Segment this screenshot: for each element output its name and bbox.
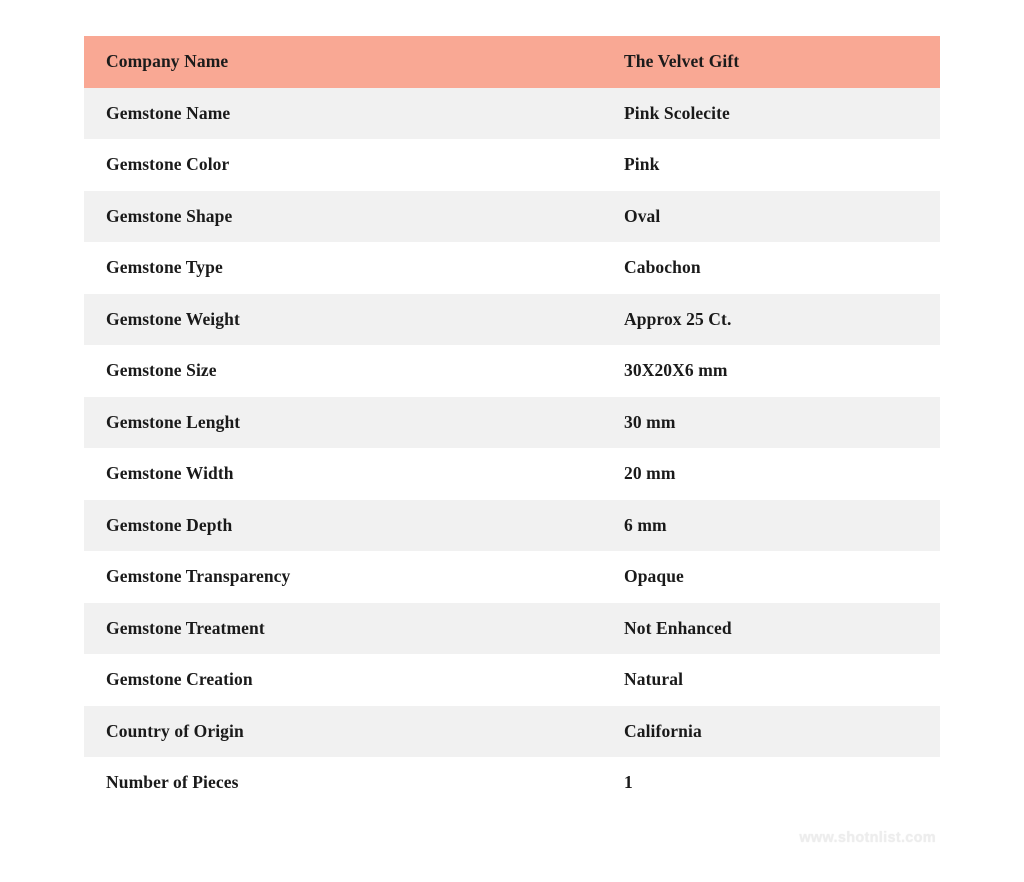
spec-label: Gemstone Type — [84, 242, 602, 294]
spec-value: Cabochon — [602, 242, 940, 294]
table-row — [84, 397, 940, 449]
spec-label: Gemstone Width — [84, 448, 602, 500]
spec-label: Gemstone Transparency — [84, 551, 602, 603]
spec-value: Not Enhanced — [602, 603, 940, 655]
spec-label: Number of Pieces — [84, 757, 602, 809]
table-row — [84, 448, 940, 500]
table-row — [84, 551, 940, 603]
watermark: www.shotnlist.com — [799, 830, 936, 846]
table-row — [84, 345, 940, 397]
spec-value: 30X20X6 mm — [602, 345, 940, 397]
gemstone-spec-sheet — [84, 36, 940, 809]
table-row — [84, 242, 940, 294]
table-row — [84, 654, 940, 706]
spec-label: Gemstone Name — [84, 88, 602, 140]
spec-value: Opaque — [602, 551, 940, 603]
table-row — [84, 88, 940, 140]
spec-label: Gemstone Size — [84, 345, 602, 397]
spec-value: Oval — [602, 191, 940, 243]
spec-label: Country of Origin — [84, 706, 602, 758]
spec-label: Gemstone Weight — [84, 294, 602, 346]
table-row — [84, 757, 940, 809]
spec-label: Gemstone Creation — [84, 654, 602, 706]
spec-value: California — [602, 706, 940, 758]
spec-value: Pink — [602, 139, 940, 191]
spec-value: Pink Scolecite — [602, 88, 940, 140]
spec-label: Gemstone Treatment — [84, 603, 602, 655]
spec-label: Gemstone Shape — [84, 191, 602, 243]
table-header-row — [84, 36, 940, 88]
spec-value: Natural — [602, 654, 940, 706]
table-row — [84, 139, 940, 191]
spec-value: 20 mm — [602, 448, 940, 500]
table-row — [84, 294, 940, 346]
table-row — [84, 500, 940, 552]
gemstone-spec-table — [84, 36, 940, 809]
header-value-cell: The Velvet Gift — [602, 36, 940, 88]
spec-label: Gemstone Lenght — [84, 397, 602, 449]
header-label-cell: Company Name — [84, 36, 602, 88]
table-row — [84, 706, 940, 758]
spec-label: Gemstone Color — [84, 139, 602, 191]
spec-value: 30 mm — [602, 397, 940, 449]
spec-value: 6 mm — [602, 500, 940, 552]
spec-label: Gemstone Depth — [84, 500, 602, 552]
table-row — [84, 603, 940, 655]
spec-value: Approx 25 Ct. — [602, 294, 940, 346]
spec-value: 1 — [602, 757, 940, 809]
table-row — [84, 191, 940, 243]
spec-table-body — [84, 36, 940, 809]
